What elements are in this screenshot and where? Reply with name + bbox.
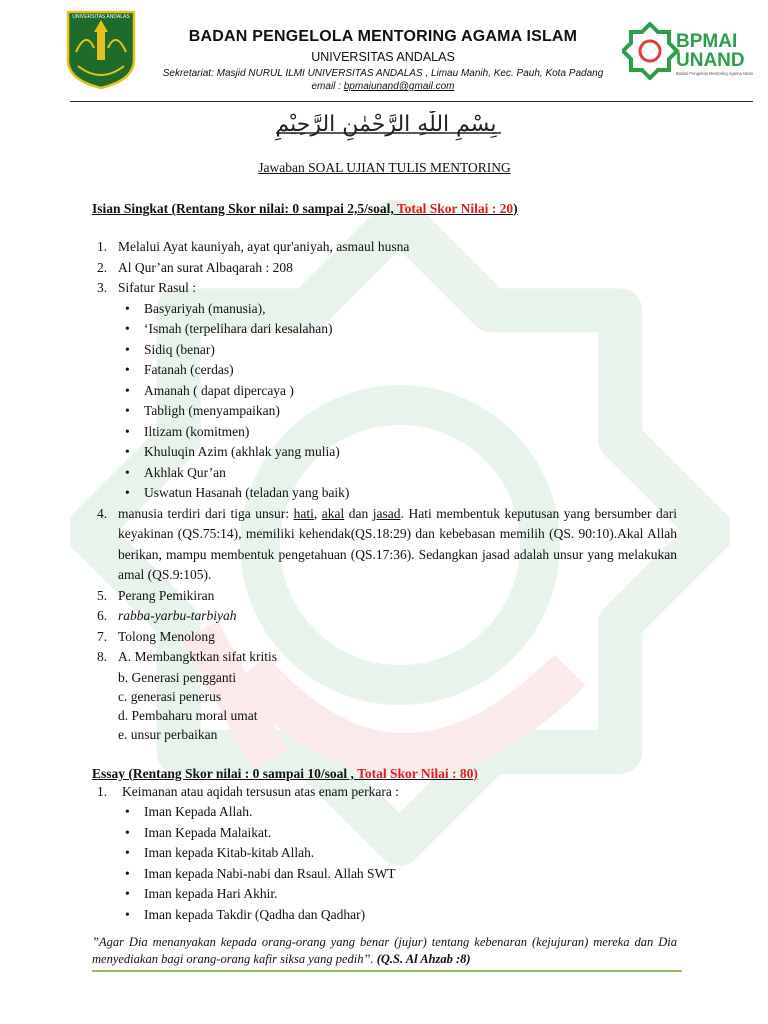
- bullet-item: • Iman Kepada Allah.: [118, 802, 677, 823]
- letterhead: [0, 0, 768, 100]
- sub-item: e. unsur perbaikan: [118, 726, 218, 742]
- bullet-item: • Iman kepada Hari Akhir.: [118, 884, 677, 905]
- list-item: 7. Tolong Menolong: [97, 628, 215, 644]
- document-title: Jawaban SOAL UJIAN TULIS MENTORING: [258, 160, 511, 175]
- sub-item: b. Generasi pengganti: [118, 669, 237, 685]
- quote-reference: (Q.S. Al Ahzab :8): [376, 952, 471, 966]
- sub-item: d. Pembaharu moral umat: [118, 707, 258, 723]
- list-item: 8. A. Membangktkan sifat kritis b. Generasi pengganti c. generasi penerus d. Pembaharu moral umat e. unsur perbaikan: [92, 647, 677, 744]
- section-short-answer-heading: [92, 201, 677, 217]
- email-link[interactable]: bpmaiunand@gmail.com: [343, 81, 455, 92]
- bullet-item: • Khuluqin Azim (akhlak yang mulia): [118, 442, 677, 463]
- essay-list: [92, 782, 677, 926]
- bullet-item: • Akhlak Qur’an: [118, 463, 677, 484]
- bullet-item: • Sidiq (benar): [118, 340, 677, 361]
- section-essay-heading: [92, 766, 677, 782]
- email-label: email :: [311, 81, 344, 92]
- essay-total-score: Total Skor Nilai : 80): [357, 765, 478, 781]
- footer-divider: [92, 970, 682, 972]
- bullet-item: • Amanah ( dapat dipercaya ): [118, 381, 677, 402]
- short-answer-total-score: Total Skor Nilai : 20: [396, 201, 514, 216]
- short-answer-heading-close: ): [513, 201, 518, 216]
- header-divider: [70, 101, 753, 102]
- term-hati: hati: [293, 505, 314, 521]
- sub-item: c. generasi penerus: [118, 688, 222, 704]
- svg-text:BPMAI: BPMAI: [676, 31, 738, 52]
- svg-text:UNAND: UNAND: [676, 50, 745, 71]
- sifatur-rasul-bullets: [118, 299, 677, 504]
- svg-text:Badan Pengelola Mentoring Agam: Badan Pengelola Mentoring Agama Islam: [676, 71, 754, 76]
- bullet-item: • Uswatun Hasanah (teladan yang baik): [118, 483, 677, 504]
- list-item: 5. Perang Pemikiran: [97, 587, 215, 603]
- term-jasad: jasad: [372, 505, 401, 521]
- footer-quote: [92, 934, 677, 968]
- iman-bullets: [118, 802, 677, 925]
- bullet-item: • Iman Kepada Malaikat.: [118, 823, 677, 844]
- bullet-item: • Fatanah (cerdas): [118, 360, 677, 381]
- basmalah-calligraphy: [236, 111, 536, 147]
- bullet-item: • Iman kepada Kitab-kitab Allah.: [118, 843, 677, 864]
- short-answer-heading-text: Isian Singkat (Rentang Skor nilai: 0 sampai 2,5/soal,: [92, 201, 397, 216]
- svg-text:UNIVERSITAS ANDALAS: UNIVERSITAS ANDALAS: [72, 14, 130, 20]
- svg-text:بِسْمِ اللّٰهِ الرَّحْمٰنِ الر: بِسْمِ اللّٰهِ الرَّحْمٰنِ الرَّحِيْمِ: [275, 112, 497, 137]
- list-item: 4. manusia terdiri dari tiga unsur: hati, akal dan jasad. Hati membentuk keputusan yang bersumber dari keyakinan (QS.75:14), memiliki kehendak(QS.18:29) dan kebebasan memilih (QS. 90:10).Akal Allah berikan, mampu membentuk pengetahuan (QS.17:36). Sedangkan jasad adalah unsur yang melakukan amal (QS.9:105).: [97, 505, 677, 582]
- organization-title: BADAN PENGELOLA MENTORING AGAMA ISLAM: [188, 28, 578, 45]
- bullet-item: • Iman kepada Takdir (Qadha dan Qadhar): [118, 905, 677, 926]
- bullet-item: • ‘Ismah (terpelihara dari kesalahan): [118, 319, 677, 340]
- list-item: 3. Sifatur Rasul : • Basyariyah (manusia), • ‘Ismah (terpelihara dari kesalahan) • Sidiq (benar) • Fatanah (cerdas) • Amanah ( dapat dipercaya ) • Tabligh (menyampaikan) • Iltizam (komitmen) • Khuluqin Azim (akhlak yang mulia) • Akhlak Qur’an • Uswatun Hasanah (teladan yang baik): [92, 278, 677, 504]
- answer-sheet: [92, 160, 677, 925]
- university-emblem-logo: [64, 8, 138, 90]
- bullet-item: • Iman kepada Nabi-nabi dan Rsaul. Allah SWT: [118, 864, 677, 885]
- term-akal: akal: [321, 505, 345, 521]
- short-answer-list: [92, 237, 677, 744]
- essay-heading-text: Essay (Rentang Skor nilai : 0 sampai 10/soal ,: [92, 765, 358, 781]
- bullet-item: • Iltizam (komitmen): [118, 422, 677, 443]
- list-item: 1. Melalui Ayat kauniyah, ayat qur'aniyah, asmaul husna: [97, 239, 410, 254]
- list-item: 6. rabba-yarbu-tarbiyah: [97, 608, 237, 623]
- list-item: 1. Keimanan atau aqidah tersusun atas enam perkara : • Iman Kepada Allah. • Iman Kepada Malaikat. • Iman kepada Kitab-kitab Allah. • Iman kepada Nabi-nabi dan Rsaul. Allah SWT • Iman kepada Hari Akhir. • Iman kepada Takdir (Qadha dan Qadhar): [92, 782, 677, 926]
- university-name: UNIVERSITAS ANDALAS: [311, 50, 455, 64]
- bpmai-unand-logo: [622, 22, 757, 80]
- list-item: 2. Al Qur’an surat Albaqarah : 208: [97, 259, 293, 275]
- bullet-item: • Tabligh (menyampaikan): [118, 401, 677, 422]
- quote-text: ”Agar Dia menanyakan kepada orang-orang yang benar (jujur) tentang kebenaran (kejujuran) mereka dan Dia menyediakan bagi orang-orang kafir siksa yang pedih”.: [92, 935, 677, 966]
- secretariat-address: Sekretariat: Masjid NURUL ILMI UNIVERSITAS ANDALAS , Limau Manih, Kec. Pauh, Kota Padang: [162, 68, 604, 79]
- contact-email-line: [165, 81, 601, 92]
- bullet-item: • Basyariyah (manusia),: [118, 299, 677, 320]
